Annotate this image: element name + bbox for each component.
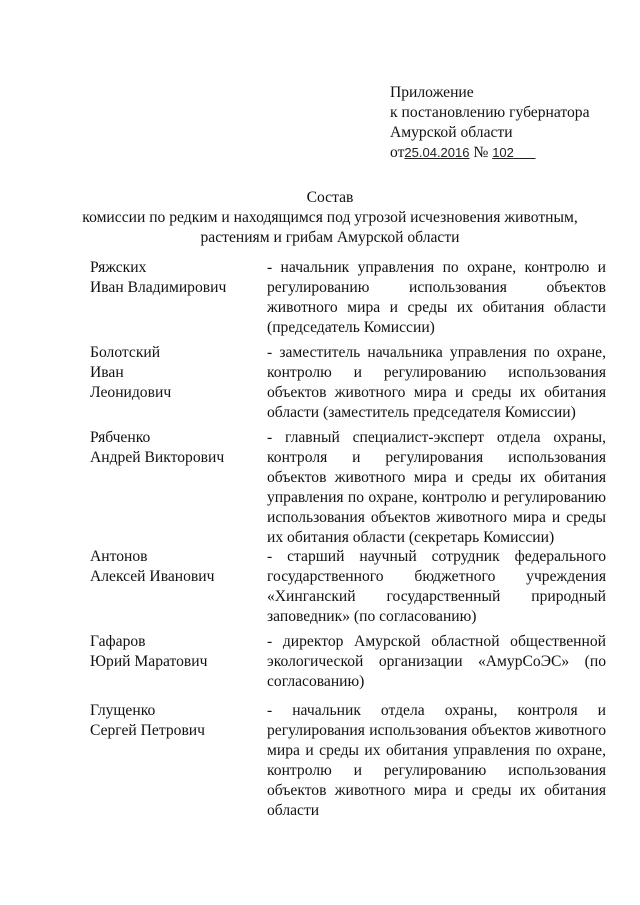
member-role: - директор Амурской областной общественной экологической организации «АмурСоЭС» (по согласованию)	[267, 633, 606, 690]
decree-date: 25.04.2016	[404, 145, 470, 160]
document-title	[80, 188, 580, 248]
member-name: Болотский Иван Леонидович	[90, 344, 172, 401]
member-role: - главный специалист-эксперт отдела охраны, контроля и регулирования использования объектов животного мира и среды их обитания управления по охране, контролю и регулированию использования объектов животного мира и среды их обитания области (секретарь Комиссии)	[267, 429, 606, 546]
title-line-2: растениям и грибам Амурской области	[200, 229, 460, 246]
member-role: - начальник отдела охраны, контроля и регулирования использования объектов животного мира и среды их обитания управления по охране, контролю и регулированию использования объектов животного мира и среды их обитания области	[267, 702, 606, 819]
member-role: - старший научный сотрудник федерального государственного бюджетного учреждения «Хинганский государственный природный заповедник» (по согласованию)	[267, 548, 606, 625]
decree-number: 102	[492, 145, 514, 160]
appendix-title: Приложение	[390, 84, 474, 101]
member-name: Глущенко Сергей Петрович	[90, 702, 205, 739]
member-name: Рябченко Андрей Викторович	[90, 429, 225, 466]
member-name: Антонов Алексей Иванович	[90, 548, 215, 585]
date-prefix: от	[390, 144, 405, 161]
appendix-block	[390, 83, 590, 163]
member-role: - начальник управления по охране, контролю и регулированию использования объектов животного мира и среды их обитания области (председатель Комиссии)	[267, 259, 606, 336]
title-line-1: комиссии по редким и находящимся под угрозой исчезновения животным,	[82, 209, 578, 226]
member-role: - заместитель начальника управления по охране, контролю и регулированию использования объектов животного мира и среды их обитания области (заместитель председателя Комиссии)	[267, 344, 606, 421]
number-label: №	[473, 144, 489, 161]
appendix-region-line: Амурской области	[390, 124, 513, 141]
member-name: Гафаров Юрий Маратович	[90, 633, 208, 670]
appendix-decree-line: к постановлению губернатора	[390, 104, 590, 121]
title-heading: Состав	[306, 189, 354, 206]
appendix-date-number-line	[390, 143, 590, 163]
member-name: Ряжских Иван Владимирович	[90, 259, 227, 296]
